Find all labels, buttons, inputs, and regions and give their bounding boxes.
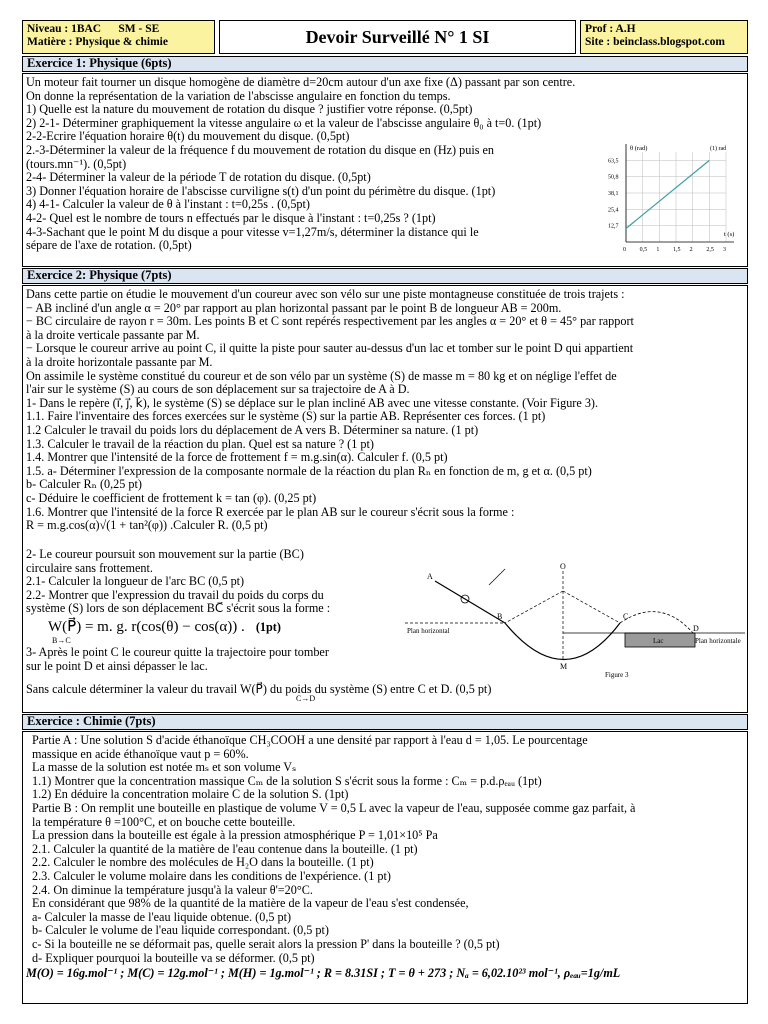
x-tick-label: 0 — [623, 247, 626, 253]
last-line-b: du poids du système (S) entre C et D. (0,5 pt) — [266, 682, 492, 696]
last-sub: C→D — [296, 694, 316, 703]
x-tick-label: 2 — [689, 247, 693, 253]
work-pts: (1pt) — [255, 619, 281, 634]
constants-line: M(O) = 16g.mol⁻¹ ; M(C) = 12g.mol⁻¹ ; M(H) = 1g.mol⁻¹ ; R = 8.31SI ; T = θ + 273 ; Nₐ = 6,02.10²³ mol⁻¹, ρₑₐᵤ=1g/mL — [26, 967, 621, 981]
text-line: 1.2) En déduire la concentration molaire C de la solution S. (1pt) — [32, 788, 349, 802]
text-line: On assimile le système constitué du coureur et de son vélo par un système (S) de masse m = 80 kg et on néglige l'effet de — [26, 369, 617, 383]
text-line: 1.5. a- Déterminer l'expression de la composante normale de la réaction du plan Rₙ en fonction de m, g et α. (0,5 pt) — [26, 464, 592, 478]
radius-ob — [505, 591, 563, 623]
text-line: 3- Après le point C le coureur quitte la trajectoire pour tomber — [26, 645, 329, 659]
text-line: 2.3. Calculer le volume molaire dans les conditions de l'expérience. (1 pt) — [32, 869, 391, 883]
ex2-body — [22, 285, 748, 713]
text-line: b- Calculer le volume de l'eau liquide correspondant. (0,5 pt) — [32, 924, 329, 938]
plan-right-label: Plan horizontale — [695, 637, 741, 645]
text-line: La masse de la solution est notée mₛ et son volume Vₛ — [32, 761, 297, 775]
text-line: 1.3. Calculer le travail de la réaction du plan. Quel est sa nature ? (1 pt) — [26, 437, 374, 451]
work-formula-block — [48, 616, 406, 646]
x-tick-label: 0,5 — [639, 247, 648, 253]
axis-j — [489, 569, 505, 585]
header-left-box — [22, 20, 215, 54]
y-tick-label: 25,4 — [608, 207, 619, 214]
radius-oc — [563, 591, 620, 623]
text-line: à la droite horizontale passante par M. — [26, 355, 213, 369]
text-line: d- Expliquer pourquoi la bouteille va se déformer. (0,5 pt) — [32, 951, 315, 965]
jump-cd — [620, 612, 693, 633]
ex2-after-lines — [26, 646, 406, 673]
x-tick-label: 3 — [723, 247, 726, 253]
incline-ab — [435, 581, 505, 623]
text-line: 2- Le coureur poursuit son mouvement sur la partie (BC) — [26, 548, 304, 561]
point-d: D — [693, 624, 699, 633]
text-line: 1- Dans le repère (i⃗, j⃗, k⃗), le système (S) se déplace sur le plan incliné AB avec une vitesse constante. (Voir Figure 3). — [26, 396, 599, 410]
text-line: On donne la représentation de la variation de l'abscisse angulaire en fonction du temps. — [26, 89, 451, 103]
prof-label: Prof : A.H — [585, 23, 636, 35]
point-m: M — [560, 662, 568, 671]
text-line: 4) 4-1- Calculer la valeur de θ à l'instant : t=0,25s . (0,5pt) — [26, 198, 310, 212]
text-line: Partie B : On remplit une bouteille en plastique de volume V = 0,5 L avec la vapeur de l'eau, supposée comme gaz parfait, à — [32, 801, 636, 815]
ex2-title: Exercice 2: Physique (7pts) — [22, 268, 748, 284]
text-line: 2.-3-Déterminer la valeur de la fréquence f du mouvement de rotation du disque en (Hz) puis en — [26, 143, 495, 157]
ex2-left-lines — [26, 548, 406, 616]
plan-left-label: Plan horizontal — [407, 627, 450, 635]
angle-time-chart — [588, 142, 748, 262]
y-tick-label: 50,8 — [608, 174, 619, 181]
figure-caption: Figure 3 — [605, 671, 629, 679]
x-axis-label: t (s) — [724, 231, 735, 238]
point-a: A — [427, 572, 433, 581]
header-right-box — [580, 20, 748, 54]
text-line: Dans cette partie on étudie le mouvement d'un coureur avec son vélo sur une piste montagneuse constituée de trois trajets : — [26, 288, 625, 301]
text-line: 1.4. Montrer que l'intensité de la force de frottement f = m.g.sin(α). Calculer f. (0,5 pt) — [26, 451, 448, 465]
arc-bc — [505, 623, 620, 660]
section-label: SM - SE — [118, 23, 160, 35]
x-tick-label: 1,5 — [673, 247, 681, 253]
lake-label: Lac — [653, 637, 664, 645]
y-tick-label: 38,1 — [608, 191, 619, 198]
ex1-title: Exercice 1: Physique (6pts) — [22, 56, 748, 72]
text-line: 1.2 Calculer le travail du poids lors du déplacement de A vers B. Déterminer sa nature. (1 pt) — [26, 423, 479, 437]
text-line: 2-2-Ecrire l'équation horaire θ(t) du mouvement du disque. (0,5pt) — [26, 130, 350, 144]
text-line: système (S) lors de son déplacement BC⃗ s'écrit sous la forme : — [26, 602, 331, 616]
text-line: − Lorsque le coureur arrive au point C, il quitte la piste pour sauter au-dessus d'un lac et tomber sur le point D qui appartient — [26, 342, 634, 356]
ex3-lines — [26, 734, 744, 965]
text-line: 4-2- Quel est le nombre de tours n effectués par le disque à l'instant : t=0,25s ? (1pt) — [26, 211, 436, 225]
level-label: Niveau : 1BAC — [27, 23, 102, 35]
text-line: sur le point D et ainsi dépasser le lac. — [26, 659, 208, 673]
text-line: c- Si la bouteille ne se déformait pas, quelle serait alors la pression P' dans la bouteille ? (0,5 pt) — [32, 937, 500, 951]
ex3-title: Exercice : Chimie (7pts) — [22, 714, 748, 730]
text-line: 1.6. Montrer que l'intensité de la force R exercée par le plan AB sur le coureur s'écrit sous la forme : — [26, 505, 515, 519]
x-tick-label: 1 — [656, 247, 660, 253]
text-line: (tours.mn⁻¹). (0,5pt) — [26, 157, 127, 171]
text-line: 2) 2-1- Déterminer graphiquement la vitesse angulaire ω et la valeur de l'abscisse angulaire θ₀ à t=0. (1pt) — [26, 116, 542, 130]
text-line: 2.2- Montrer que l'expression du travail du poids du corps du — [26, 588, 324, 602]
text-line: 2.2. Calculer le nombre des molécules de H₂O dans la bouteille. (1 pt) — [32, 856, 374, 870]
text-line: 3) Donner l'équation horaire de l'abscisse curviligne s(t) d'un point du périmètre du disque. (1pt) — [26, 184, 496, 198]
text-line: à la droite verticale passante par M. — [26, 328, 200, 342]
text-line: 2.1- Calculer la longueur de l'arc BC (0,5 pt) — [26, 575, 245, 589]
site-label: Site : beinclass.blogspot.com — [585, 36, 725, 48]
work-formula: W(P⃗) = m. g. r(cos(θ) − cos(α)) . — [48, 618, 245, 635]
text-line: 2.1. Calculer la quantité de la matière de l'eau contenue dans la bouteille. (1 pt) — [32, 842, 418, 856]
text-line: 1) Quelle est la nature du mouvement de rotation du disque ? justifier votre réponse. (0,5pt) — [26, 103, 473, 117]
text-line: la température θ =100°C, et on bouche cette bouteille. — [32, 815, 296, 829]
text-line: 2.4. On diminue la température jusqu'à la valeur θ'=20°C. — [32, 883, 313, 897]
ex3-body — [22, 731, 748, 1004]
text-line: Un moteur fait tourner un disque homogène de diamètre d=20cm autour d'un axe fixe (Δ) passant par son centre. — [26, 76, 576, 89]
text-line: sépare de l'axe de rotation. (0,5pt) — [26, 239, 192, 253]
point-b: B — [497, 612, 503, 621]
header — [22, 20, 748, 54]
text-line: − AB incliné d'un angle α = 20° par rapport au plan horizontal passant par le point B de longueur AB = 200m. — [26, 301, 562, 315]
subject-label: Matière : Physique & chimie — [27, 36, 168, 48]
text-line: La pression dans la bouteille est égale à la pression atmosphérique P = 1,01×10⁵ Pa — [32, 829, 438, 843]
page-title: Devoir Surveillé N° 1 SI — [219, 20, 576, 54]
point-c: C — [623, 612, 629, 621]
y-tick-label: 63,5 — [608, 158, 619, 165]
text-line: R = m.g.cos(α)√(1 + tan²(φ)) .Calculer R. (0,5 pt) — [26, 519, 268, 533]
point-o: O — [560, 562, 566, 571]
text-line: − BC circulaire de rayon r = 30m. Les points B et C sont repérés respectivement par les angles α = 20° et θ = 45° par rapport — [26, 315, 634, 329]
last-line-a: Sans calcule déterminer la valeur du travail W(P⃗) — [26, 682, 267, 696]
y-tick-label: 12,7 — [608, 223, 619, 230]
figure-3-track — [405, 561, 745, 681]
y-axis-label: θ (rad) — [630, 145, 648, 152]
text-line: 4-3-Sachant que le point M du disque a pour vitesse v=1,27m/s, déterminer la distance qui le — [26, 225, 479, 239]
text-line: massique en acide éthanoïque vaut p = 60%. — [32, 747, 249, 761]
ex1-body — [22, 73, 748, 267]
text-line: l'air sur le système (S) au cours de son déplacement sur sa trajectoire de A à D. — [26, 383, 410, 397]
exam-page — [22, 20, 748, 1004]
text-line: circulaire sans frottement. — [26, 561, 153, 575]
text-line: 2-4- Déterminer la valeur de la période T de rotation du disque. (0,5pt) — [26, 171, 371, 185]
ex2-lines — [26, 288, 744, 533]
text-line: a- Calculer la masse de l'eau liquide obtenue. (0,5 pt) — [32, 910, 292, 924]
text-line: En considérant que 98% de la quantité de la matière de la vapeur de l'eau s'est condensée, — [32, 897, 469, 911]
x-tick-label: 2,5 — [706, 247, 714, 253]
text-line: c- Déduire le coefficient de frottement k = tan (φ). (0,25 pt) — [26, 491, 317, 505]
ex2-part2 — [26, 548, 406, 673]
text-line: 1.1. Faire l'inventaire des forces exercées sur le système (S) sur la partie AB. Représenter ces forces. (1 pt) — [26, 410, 546, 424]
text-line: 1.1) Montrer que la concentration massique Cₘ de la solution S s'écrit sous la forme : Cₘ = p.d.ρₑₐᵤ (1pt) — [32, 774, 542, 788]
series-label: (1) rad — [710, 146, 727, 152]
text-line: Partie A : Une solution S d'acide éthanoïque CH₃COOH a une densité par rapport à l'eau d = 1,05. Le pourcentage — [32, 734, 588, 747]
work-sub: B→C — [52, 635, 71, 645]
ex2-last-line — [26, 682, 741, 703]
text-line: b- Calculer Rₙ (0,25 pt) — [26, 478, 142, 492]
series-line — [626, 160, 709, 228]
